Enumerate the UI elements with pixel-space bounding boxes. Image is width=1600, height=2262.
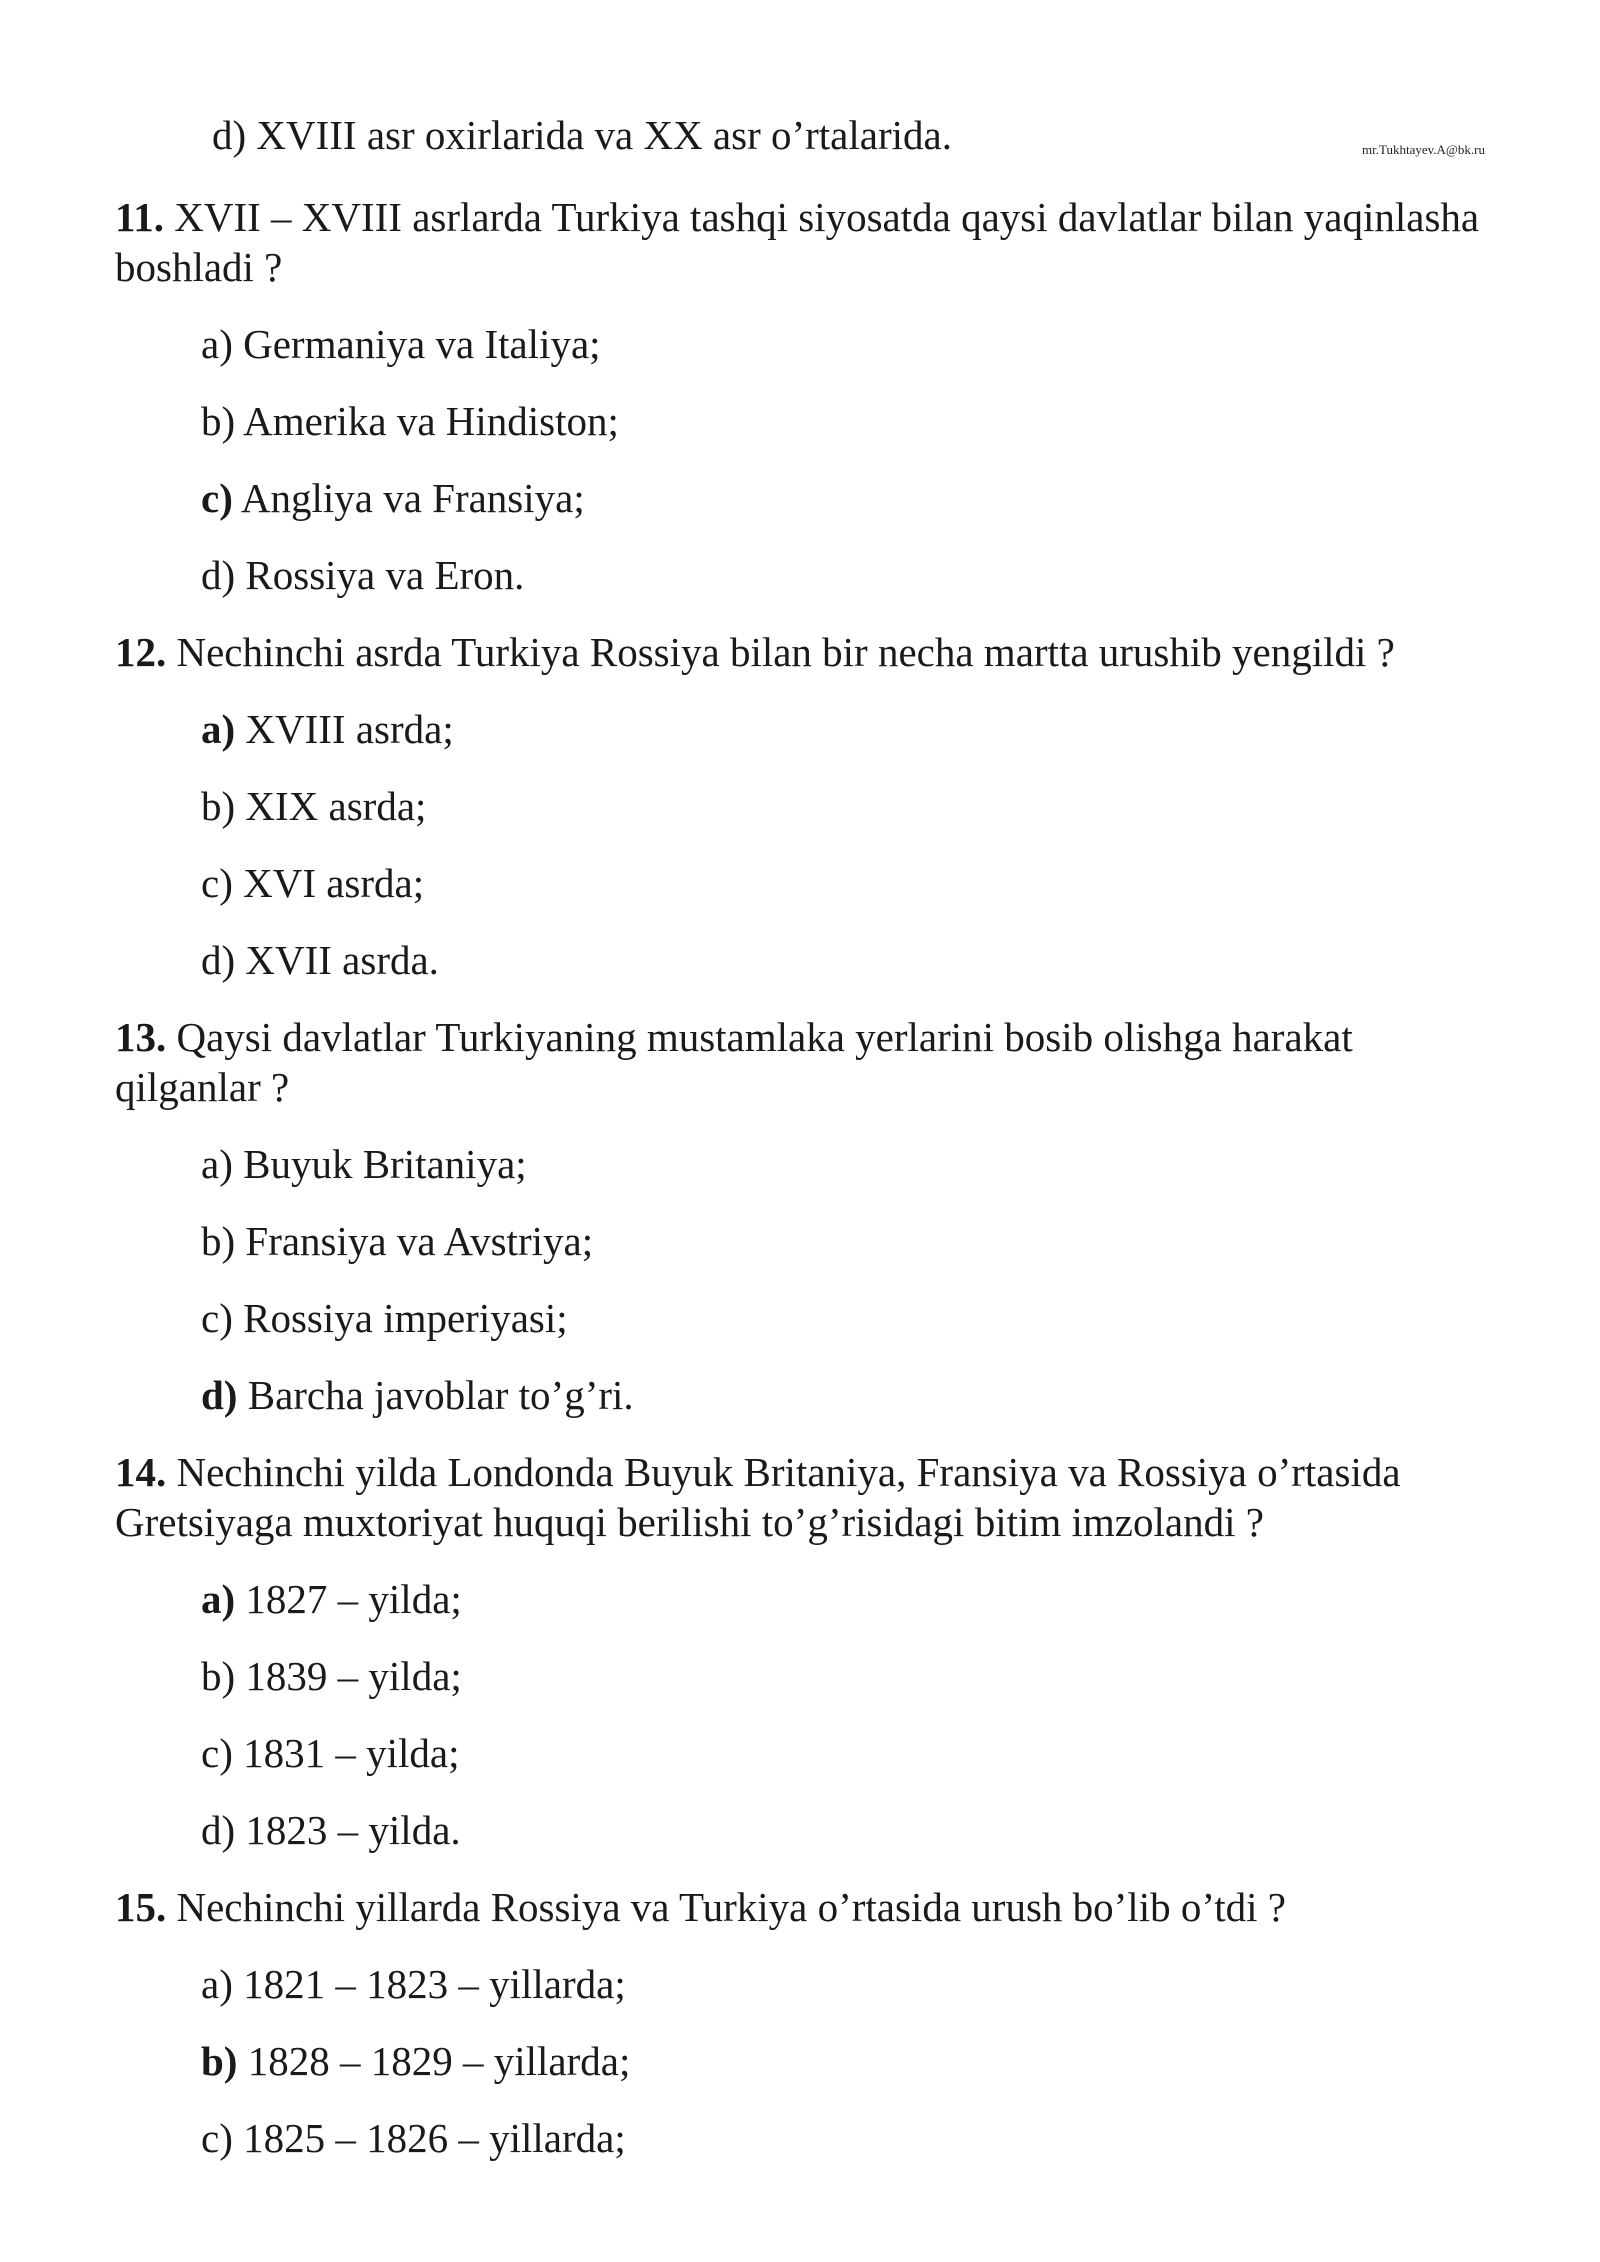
option-letter-correct: d): [201, 1372, 238, 1418]
option-14-c: [201, 1728, 459, 1778]
option-text: Amerika va Hindiston;: [243, 398, 619, 444]
question-text: XVII – XVIII asrlarda Turkiya tashqi siyosatda qaysi davlatlar bilan yaqinlasha boshladi ?: [115, 194, 1480, 290]
option-12-a: [201, 704, 454, 754]
option-letter: b): [201, 1653, 236, 1699]
option-text: 1831 – yilda;: [243, 1730, 460, 1776]
option-13-a: [201, 1139, 527, 1189]
option-11-b: [201, 396, 619, 446]
option-letter: a): [201, 1961, 233, 2007]
option-letter: d): [201, 552, 236, 598]
option-letter: a): [201, 321, 233, 367]
author-email: mr.Tukhtayev.A@bk.ru: [1362, 142, 1485, 157]
option-text: Buyuk Britaniya;: [243, 1141, 527, 1187]
option-text: 1827 – yilda;: [245, 1576, 462, 1622]
option-text: XVI asrda;: [243, 860, 425, 906]
option-text: XIX asrda;: [245, 783, 427, 829]
option-13-b: [201, 1216, 593, 1266]
option-text: 1821 – 1823 – yillarda;: [243, 1961, 626, 2007]
option-12-d: [201, 935, 439, 985]
option-letter: c): [201, 860, 233, 906]
option-letter-correct: c): [201, 475, 233, 521]
question-11: [115, 192, 1505, 292]
option-14-d: [201, 1805, 461, 1855]
question-12: [115, 627, 1505, 677]
question-number: 12.: [115, 629, 167, 675]
option-letter: a): [201, 1141, 233, 1187]
option-letter: c): [201, 1295, 233, 1341]
option-text: Germaniya va Italiya;: [243, 321, 601, 367]
option-letter: b): [201, 783, 236, 829]
option-letter-correct: b): [201, 2038, 238, 2084]
option-letter: b): [201, 1218, 236, 1264]
option-12-b: [201, 781, 426, 831]
option-text: Rossiya imperiyasi;: [243, 1295, 568, 1341]
question-15: [115, 1882, 1505, 1932]
option-text: 1823 – yilda.: [245, 1807, 461, 1853]
option-text: 1828 – 1829 – yillarda;: [247, 2038, 631, 2084]
question-14: [115, 1447, 1505, 1547]
question-13: [115, 1012, 1505, 1112]
option-15-a: [201, 1959, 626, 2009]
option-text: Barcha javoblar to’g’ri.: [247, 1372, 634, 1418]
option-text: 1839 – yilda;: [245, 1653, 462, 1699]
question-text: Nechinchi yilda Londonda Buyuk Britaniya, Fransiya va Rossiya o’rtasida Gretsiyaga muxtoriyat huquqi berilishi to’g’risidagi bitim imzolandi ?: [115, 1449, 1401, 1545]
option-11-a: [201, 319, 601, 369]
option-text: Angliya va Fransiya;: [240, 475, 585, 521]
option-letter: c): [201, 1730, 233, 1776]
option-text: XVIII asrda;: [245, 706, 454, 752]
option-text: XVII asrda.: [245, 937, 439, 983]
option-15-b: [201, 2036, 630, 2086]
option-letter: d): [201, 1807, 236, 1853]
previous-answer-option: d) XVIII asr oxirlarida va XX asr o’rtalarida.: [212, 112, 952, 158]
question-number: 13.: [115, 1014, 167, 1060]
option-14-a: [201, 1574, 462, 1624]
option-letter: b): [201, 398, 236, 444]
option-letter-correct: a): [201, 1576, 236, 1622]
option-11-c: [201, 473, 585, 523]
question-text: Qaysi davlatlar Turkiyaning mustamlaka yerlarini bosib olishga harakat qilganlar ?: [115, 1014, 1353, 1110]
option-letter-correct: a): [201, 706, 236, 752]
option-letter: d): [201, 937, 236, 983]
option-14-b: [201, 1651, 462, 1701]
question-number: 11.: [115, 194, 164, 240]
option-13-c: [201, 1293, 568, 1343]
option-12-c: [201, 858, 424, 908]
option-text: Rossiya va Eron.: [245, 552, 525, 598]
option-13-d: [201, 1370, 634, 1420]
option-11-d: [201, 550, 524, 600]
option-text: Fransiya va Avstriya;: [245, 1218, 594, 1264]
question-number: 15.: [115, 1884, 167, 1930]
question-number: 14.: [115, 1449, 167, 1495]
question-text: Nechinchi asrda Turkiya Rossiya bilan bir necha martta urushib yengildi ?: [176, 629, 1395, 675]
option-letter: c): [201, 2115, 233, 2161]
question-text: Nechinchi yillarda Rossiya va Turkiya o’rtasida urush bo’lib o’tdi ?: [176, 1884, 1286, 1930]
option-15-c: [201, 2113, 626, 2163]
option-text: 1825 – 1826 – yillarda;: [243, 2115, 626, 2161]
